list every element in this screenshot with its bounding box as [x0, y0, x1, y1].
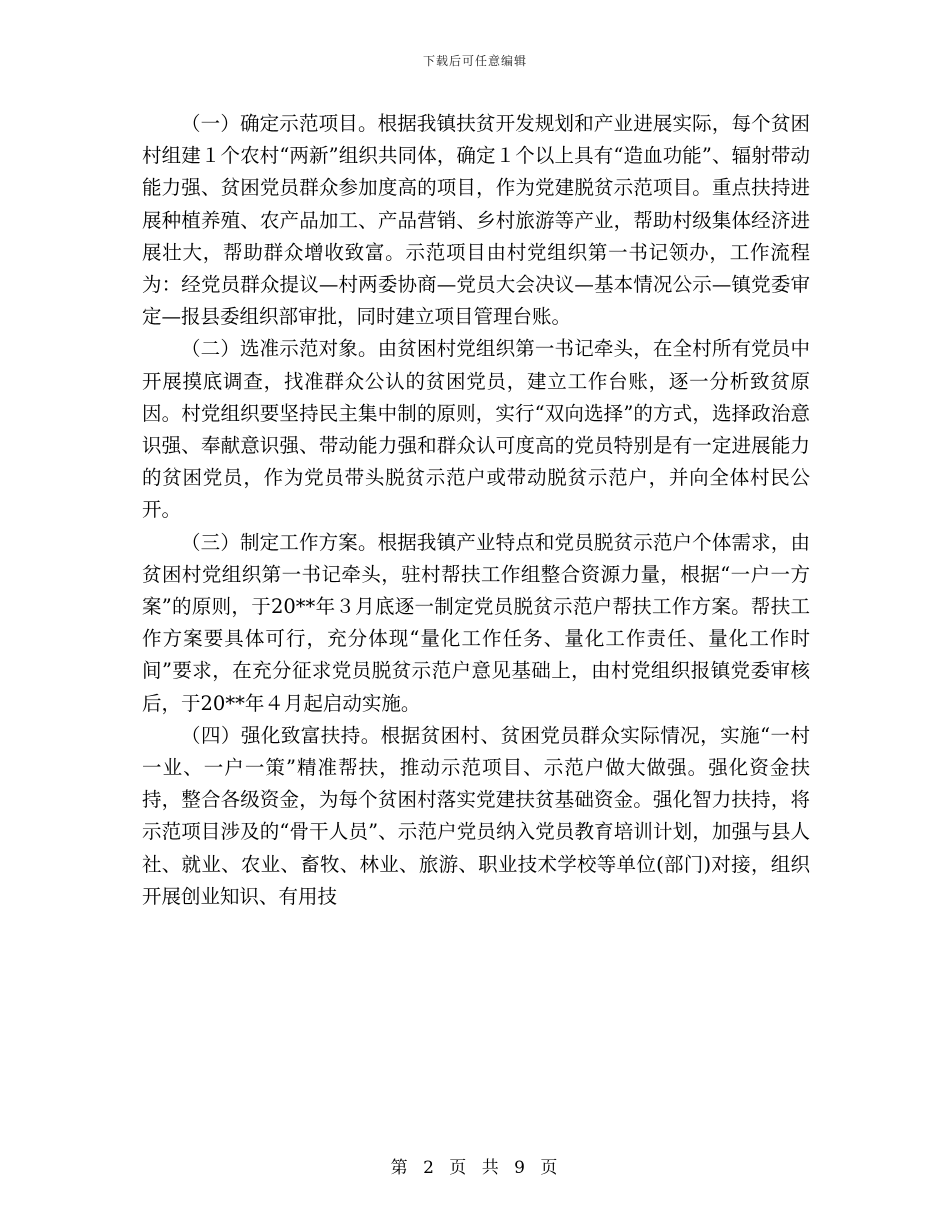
paragraph-3: （三）制定工作方案。根据我镇产业特点和党员脱贫示范户个体需求，由贫困村党组织第一书记牵头，驻村帮扶工作组整合资源力量，根据“一户一方案”的原则，于20**年３月底逐一制定党员脱贫示范户帮扶工作方案。帮扶工作方案要具体可行，充分体现“量化工作任务、量化工作责任、量化工作时间”要求，在充分征求党员脱贫示范户意见基础上，由村党组织报镇党委审核后，于20**年４月起启动实施。 [142, 530, 810, 715]
paragraph-4: （四）强化致富扶持。根据贫困村、贫困党员群众实际情况，实施“一村一业、一户一策”精准帮扶，推动示范项目、示范户做大做强。强化资金扶持，整合各级资金，为每个贫困村落实党建扶贫基础资金。强化智力扶持，将示范项目涉及的“骨干人员”、示范户党员纳入党员教育培训计划，加强与县人社、就业、农业、畜牧、林业、旅游、职业技术学校等单位(部门)对接，组织开展创业知识、有用技 [142, 723, 810, 908]
paragraph-1: （一）确定示范项目。根据我镇扶贫开发规划和产业进展实际，每个贫困村组建１个农村“两新”组织共同体，确定１个以上具有“造血功能”、辐射带动能力强、贫困党员群众参加度高的项目，作为党建脱贫示范项目。重点扶持进展种植养殖、农产品加工、产品营销、乡村旅游等产业，帮助村级集体经济进展壮大，帮助群众增收致富。示范项目由村党组织第一书记领办，工作流程为：经党员群众提议—村两委协商—党员大会决议—基本情况公示—镇党委审定—报县委组织部审批，同时建立项目管理台账。 [142, 112, 810, 329]
header-note: 下载后可任意编辑 [422, 54, 527, 68]
document-body [142, 108, 810, 913]
page-number-footer: 第 2 页 共 9 页 [390, 1158, 560, 1178]
paragraph-2: （二）选准示范对象。由贫困村党组织第一书记牵头，在全村所有党员中开展摸底调查，找准群众公认的贫困党员，建立工作台账，逐一分析致贫原因。村党组织要坚持民主集中制的原则，实行“双向选择”的方式，选择政治意识强、奉献意识强、带动能力强和群众认可度高的党员特别是有一定进展能力的贫困党员，作为党员带头脱贫示范户或带动脱贫示范户，并向全体村民公开。 [142, 337, 810, 522]
